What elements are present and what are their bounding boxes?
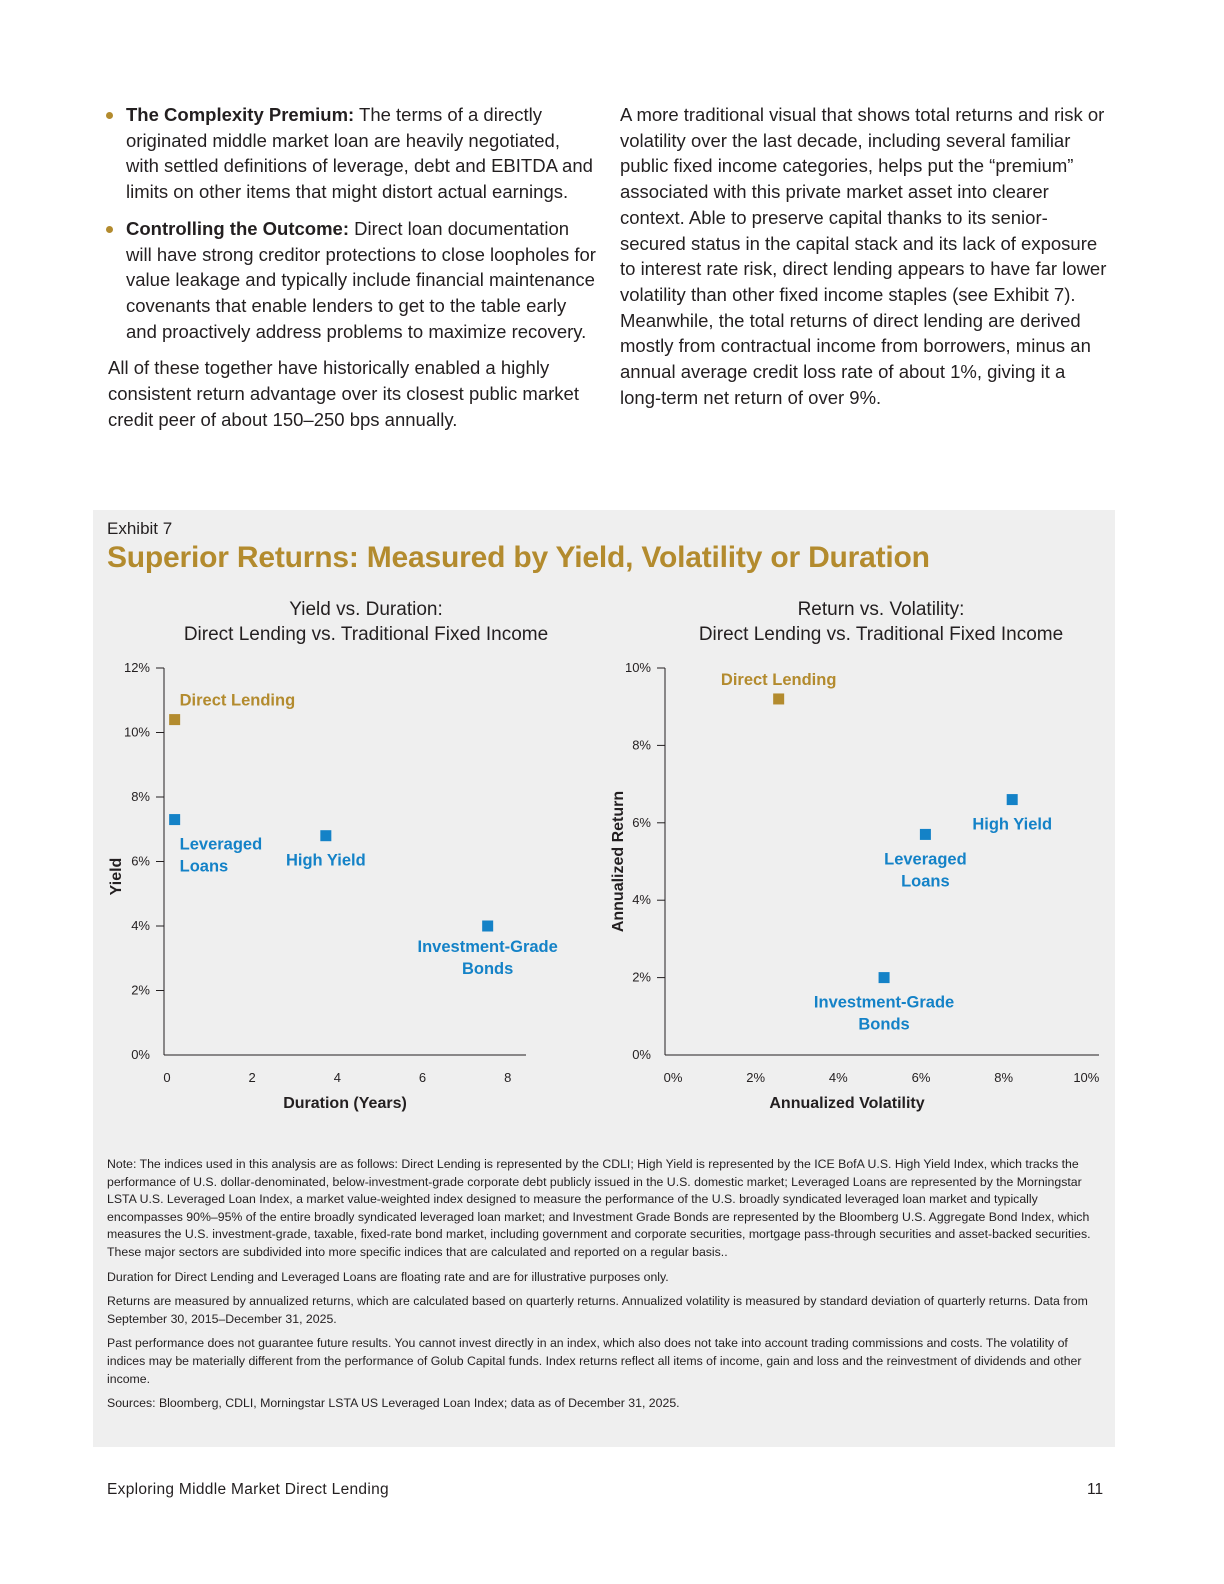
chart-title: Yield vs. Duration: [289,599,443,620]
bullet-lead: Controlling the Outcome: [126,217,350,239]
data-point-label: Leveraged [179,835,263,854]
data-point-marker [320,830,331,841]
y-tick-label: 10% [624,660,651,675]
y-tick-label: 12% [123,660,150,675]
data-point-label: Loans [179,857,229,876]
bullet-dot-icon [106,226,113,233]
data-point-marker [920,829,931,840]
data-point-label: Bonds [858,1015,910,1034]
page-number: 11 [1087,1481,1104,1498]
y-tick-label: 2% [131,982,150,998]
x-tick-label: 2% [746,1070,766,1085]
data-point-label: Leveraged [884,850,967,869]
y-tick-label: 8% [131,789,150,804]
exhibit-panel [93,510,1115,1447]
bullet-controlling-outcome [106,216,596,345]
x-axis-label: Duration (Years) [283,1095,407,1112]
exhibit-label: Exhibit 7 [107,519,173,538]
data-point-label: High Yield [972,815,1053,834]
bullet-text: The terms of a directly originated middle market loan are heavily negotiated, with settled definitions of leverage, debt and EBITDA and limits on other items that might distort actual earnings. [126,104,593,203]
footer-title: Exploring Middle Market Direct Lending [107,1481,389,1498]
y-tick-label: 6% [632,814,651,830]
left-column [106,102,596,432]
data-point-marker [482,921,493,932]
note-paragraph: Duration for Direct Lending and Leveraged Loans are floating rate and are for illustrative purposes only. [107,1269,669,1284]
y-axis-label: Annualized Return [610,790,627,933]
x-tick-label: 0% [663,1070,683,1085]
x-tick-label: 6% [911,1070,931,1085]
chart-subtitle: Direct Lending vs. Traditional Fixed Income [183,624,549,645]
bullet-text: Direct loan documentation will have strong creditor protections to close loopholes for value leakage and typically include financial maintenance covenants that enable lenders to get to the table early and proactively address problems to maximize recovery. [126,217,596,342]
y-tick-label: 0% [131,1047,150,1062]
y-tick-label: 2% [632,969,651,985]
data-point-label: Direct Lending [179,691,296,710]
note-paragraph: Past performance does not guarantee future results. You cannot invest directly in an index, which also does not take into account trading commissions and costs. The volatility of indices may be materially different from the performance of Golub Capital funds. Index returns reflect all items of income, gain and loss and the reinvestment of dividends and other income. [107,1336,1082,1386]
data-point-label: Bonds [461,960,514,978]
x-tick-label: 0 [163,1070,171,1085]
x-tick-label: 4 [333,1070,341,1085]
x-tick-label: 8% [994,1070,1014,1085]
exhibit-title: Superior Returns: Measured by Yield, Volatility or Duration [107,541,930,574]
x-tick-label: 8 [504,1070,512,1085]
x-tick-label: 2 [248,1070,256,1085]
bullet-lead: The Complexity Premium: [126,104,355,125]
chart-title: Return vs. Volatility: [797,599,965,620]
data-point-label: Investment-Grade [813,993,955,1012]
data-point-marker [773,693,784,704]
note-paragraph: Note: The indices used in this analysis are as follows: Direct Lending is represented by the CDLI; High Yield is represented by the ICE BofA U.S. High Yield Index, which tracks the performance of U.S. dollar-denominated, below-investment-grade corporate debt publicly issued in the U.S. domestic market; Leveraged Loans are represented by the Morningstar LSTA U.S. Leveraged Loan Index, a market value-weighted index designed to measure the performance of the U.S. broadly syndicated leveraged loan market and typically encompasses 90%–95% of the entire broadly syndicated leveraged loan market; and Investment Grade Bonds are represented by the Bloomberg U.S. Aggregate Bond Index, which measures the U.S. investment-grade, taxable, fixed-rate bond market, including government and corporate securities, mortgage pass-through securities and asset-backed securities. These major sectors are subdivided into more specific indices that are calculated and reported on a regular basis.. [107,1157,1091,1259]
data-point-label: High Yield [285,851,366,870]
left-paragraph: All of these together have historically enabled a highly consistent return advantage over its closest public market credit peer of about 150–250 bps annually. [108,357,579,430]
y-axis-label: Yield [108,857,125,896]
right-paragraph: A more traditional visual that shows total returns and risk or volatility over the last decade, including several familiar public fixed income categories, helps put the “premium” associated with this private market asset into clearer context. Able to preserve capital thanks to its senior-secured status in the capital stack and its lack of exposure to interest rate risk, direct lending appears to have far lower volatility than other fixed income staples (see Exhibit 7). Meanwhile, the total returns of direct lending are derived mostly from contractual income from borrowers, minus an annual average credit loss rate of about 1%, giving it a long-term net return of over 9%. [620,104,1107,408]
data-point-marker [169,814,180,825]
data-point-label: Loans [901,872,950,891]
data-point-marker [1007,794,1018,805]
x-tick-label: 10% [1073,1070,1100,1085]
y-tick-label: 10% [123,724,150,740]
notes [107,1156,1107,1420]
x-axis-label: Annualized Volatility [769,1095,925,1112]
charts-area [93,590,1115,1150]
y-tick-label: 8% [632,737,651,753]
x-tick-label: 4% [828,1070,848,1085]
y-tick-label: 6% [131,853,150,869]
y-tick-label: 4% [131,918,150,933]
y-tick-label: 4% [632,892,651,908]
data-point-marker [879,972,890,983]
y-tick-label: 0% [632,1047,651,1062]
note-paragraph: Sources: Bloomberg, CDLI, Morningstar LSTA US Leveraged Loan Index; data as of December 31, 2025. [107,1396,680,1411]
data-point-label: Investment-Grade [417,938,558,956]
right-column [618,102,1110,410]
x-tick-label: 6 [418,1070,427,1085]
chart-subtitle: Direct Lending vs. Traditional Fixed Income [698,624,1064,645]
note-paragraph: Returns are measured by annualized returns, which are calculated based on quarterly returns. Annualized volatility is measured by standard deviation of quarterly returns. Data from September 30, 2015–December 31, 2025. [107,1294,1088,1326]
bullet-complexity-premium [106,102,596,205]
data-point-label: Direct Lending [720,670,837,689]
bullet-dot-icon [106,112,113,119]
data-point-marker [169,714,180,725]
